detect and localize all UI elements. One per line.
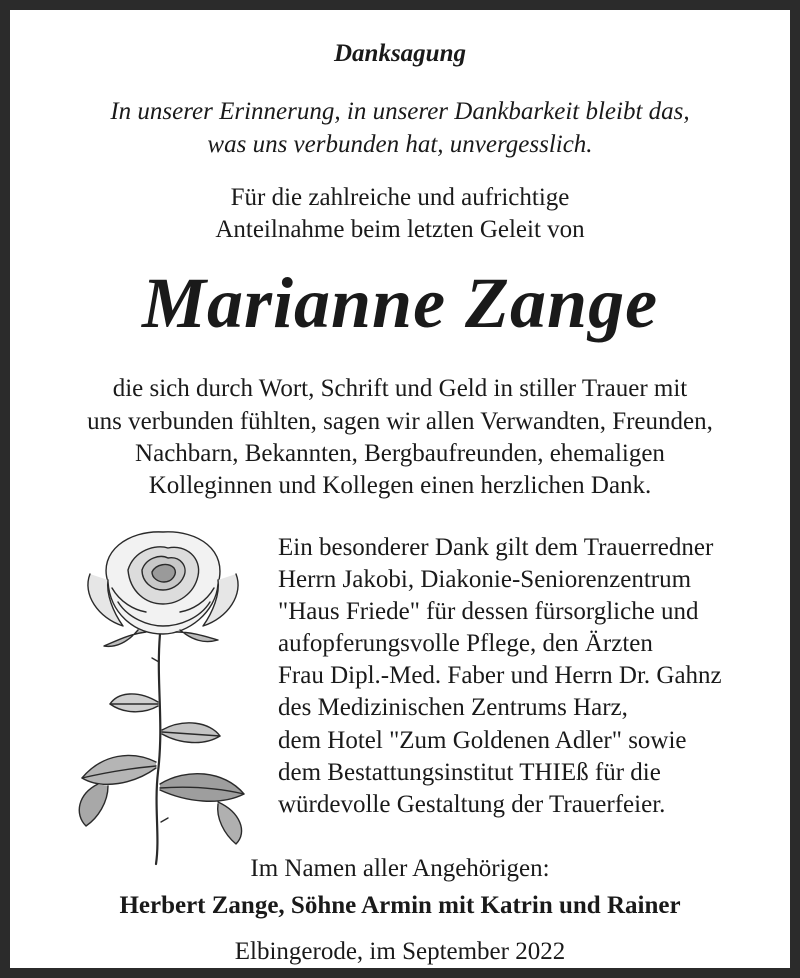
rose-illustration-icon: [68, 522, 258, 867]
special-thanks-line-1: Ein besonderer Dank gilt dem Trauerredner: [278, 534, 714, 561]
body-line-3: Nachbarn, Bekannten, Bergbaufreunden, ehemaligen: [135, 440, 665, 467]
special-thanks-line-8: dem Bestattungsinstitut THIEß für die: [278, 759, 661, 786]
intro-line-2: Anteilnahme beim letzten Geleit von: [215, 216, 585, 243]
special-thanks-line-5: Frau Dipl.-Med. Faber und Herrn Dr. Gahnz: [278, 662, 722, 689]
deceased-name: Marianne Zange: [141, 263, 659, 343]
notice-heading: Danksagung: [334, 40, 466, 67]
body-line-4: Kolleginnen und Kollegen einen herzlichen Dank.: [148, 472, 652, 499]
signature-intro: Im Namen aller Angehörigen:: [250, 855, 550, 882]
intro-line-1: Für die zahlreiche und aufrichtige: [230, 184, 570, 211]
body-line-1: die sich durch Wort, Schrift und Geld in stiller Trauer mit: [112, 375, 688, 402]
special-thanks-line-3: "Haus Friede" für dessen fürsorgliche und: [278, 598, 699, 625]
special-thanks-line-9: würdevolle Gestaltung der Trauerfeier.: [278, 791, 666, 818]
place-date: Elbingerode, im September 2022: [234, 938, 566, 965]
special-thanks-line-6: des Medizinischen Zentrums Harz,: [278, 694, 628, 721]
body-line-2: uns verbunden fühlten, sagen wir allen Verwandten, Freunden,: [87, 408, 713, 435]
quote-line-2: was uns verbunden hat, unvergesslich.: [207, 131, 593, 158]
special-thanks-line-4: aufopferungsvolle Pflege, den Ärzten: [278, 630, 653, 657]
signature-names: Herbert Zange, Söhne Armin mit Katrin und Rainer: [119, 892, 681, 919]
special-thanks-line-2: Herrn Jakobi, Diakonie-Seniorenzentrum: [278, 566, 692, 593]
special-thanks-line-7: dem Hotel "Zum Goldenen Adler" sowie: [278, 727, 687, 754]
quote-line-1: In unserer Erinnerung, in unserer Dankbarkeit bleibt das,: [110, 98, 690, 125]
